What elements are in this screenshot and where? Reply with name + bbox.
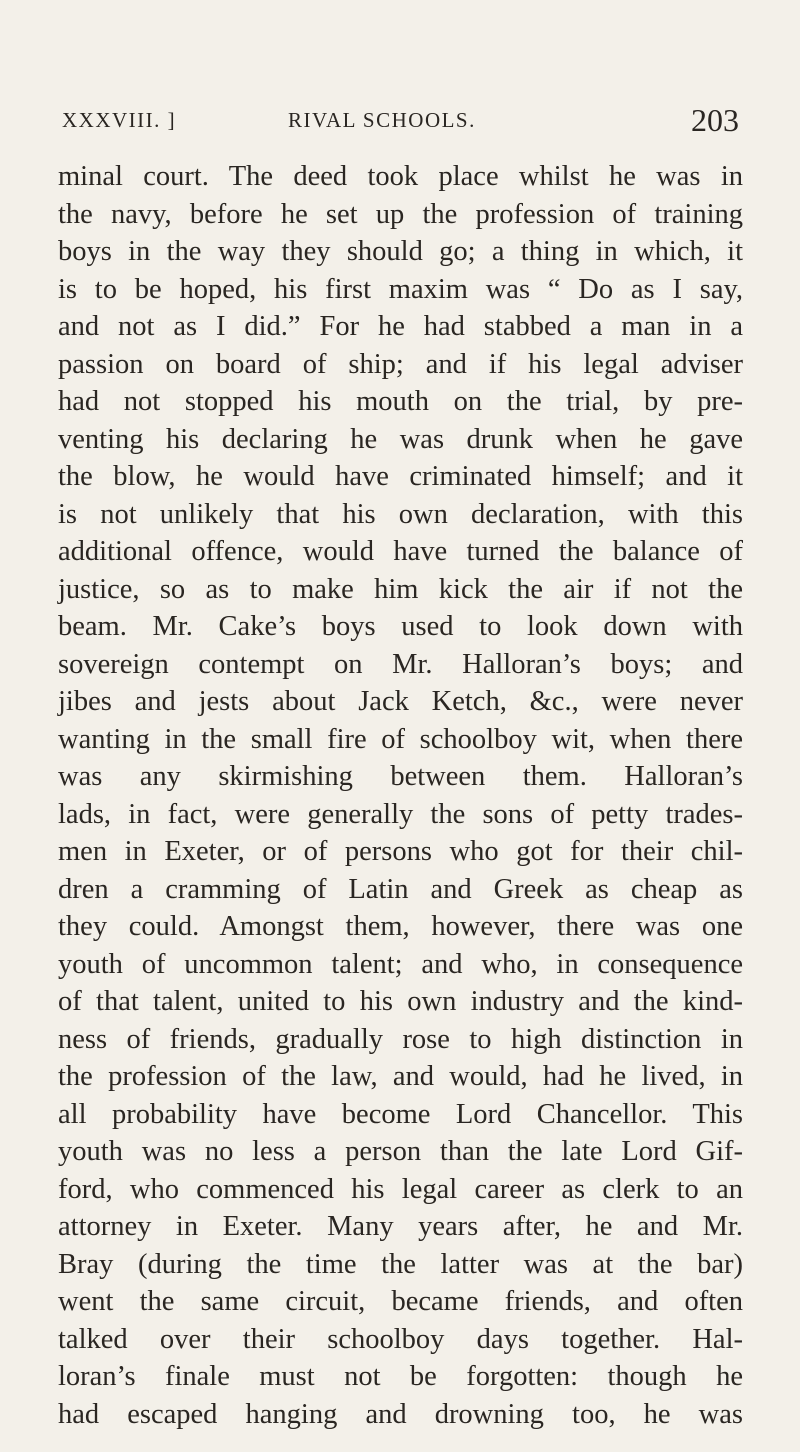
text-line: loran’s finale must not be forgotten: though he (58, 1361, 743, 1392)
text-line: youth was no less a person than the late Lord Gif- (58, 1136, 743, 1167)
text-line: had not stopped his mouth on the trial, by pre- (58, 386, 743, 417)
text-line: was any skirmishing between them. Halloran’s (58, 761, 743, 792)
text-line: jibes and jests about Jack Ketch, &c., were never (58, 686, 743, 717)
text-line: talked over their schoolboy days together. Hal- (58, 1323, 743, 1355)
text-line: ness of friends, gradually rose to high distinction in (58, 1023, 743, 1055)
text-line: is not unlikely that his own declaration, with this (58, 498, 743, 530)
text-line: ford, who commenced his legal career as clerk to an (58, 1173, 743, 1205)
text-line: the navy, before he set up the profession of training (58, 198, 743, 230)
text-line: all probability have become Lord Chancellor. This (58, 1098, 743, 1130)
text-line: passion on board of ship; and if his legal adviser (58, 348, 743, 380)
text-line: men in Exeter, or of persons who got for their chil- (58, 836, 743, 867)
body-text (58, 158, 743, 1433)
text-line: had escaped hanging and drowning too, he was (58, 1398, 743, 1430)
text-line: beam. Mr. Cake’s boys used to look down with (58, 611, 743, 642)
text-line: they could. Amongst them, however, there was one (58, 911, 743, 942)
text-line: youth of uncommon talent; and who, in consequence (58, 948, 743, 980)
text-line: went the same circuit, became friends, and often (58, 1286, 743, 1317)
running-head (62, 104, 739, 144)
text-line: lads, in fact, were generally the sons of petty trades- (58, 798, 743, 830)
text-line: boys in the way they should go; a thing in which, it (58, 236, 743, 267)
text-line: sovereign contempt on Mr. Halloran’s boys; and (58, 648, 743, 680)
text-line: additional offence, would have turned the balance of (58, 536, 743, 567)
text-line: attorney in Exeter. Many years after, he and Mr. (58, 1211, 743, 1242)
page-number: 203 (691, 102, 739, 138)
text-line: and not as I did.” For he had stabbed a man in a (58, 311, 743, 342)
text-line: of that talent, united to his own industry and the kind- (58, 986, 743, 1017)
text-line: the blow, he would have criminated himself; and it (58, 461, 743, 492)
text-line: is to be hoped, his first maxim was “ Do as I say, (58, 273, 743, 305)
text-line: venting his declaring he was drunk when he gave (58, 423, 743, 455)
text-line: justice, so as to make him kick the air if not the (58, 573, 743, 605)
text-line: Bray (during the time the latter was at the bar) (58, 1248, 743, 1280)
running-title: RIVAL SCHOOLS. (288, 108, 476, 132)
text-line: dren a cramming of Latin and Greek as cheap as (58, 873, 743, 905)
text-line: wanting in the small fire of schoolboy wit, when there (58, 723, 743, 755)
text-line: the profession of the law, and would, had he lived, in (58, 1061, 743, 1092)
text-line: minal court. The deed took place whilst he was in (58, 161, 743, 192)
chapter-number: XXXVIII. ] (62, 108, 177, 132)
